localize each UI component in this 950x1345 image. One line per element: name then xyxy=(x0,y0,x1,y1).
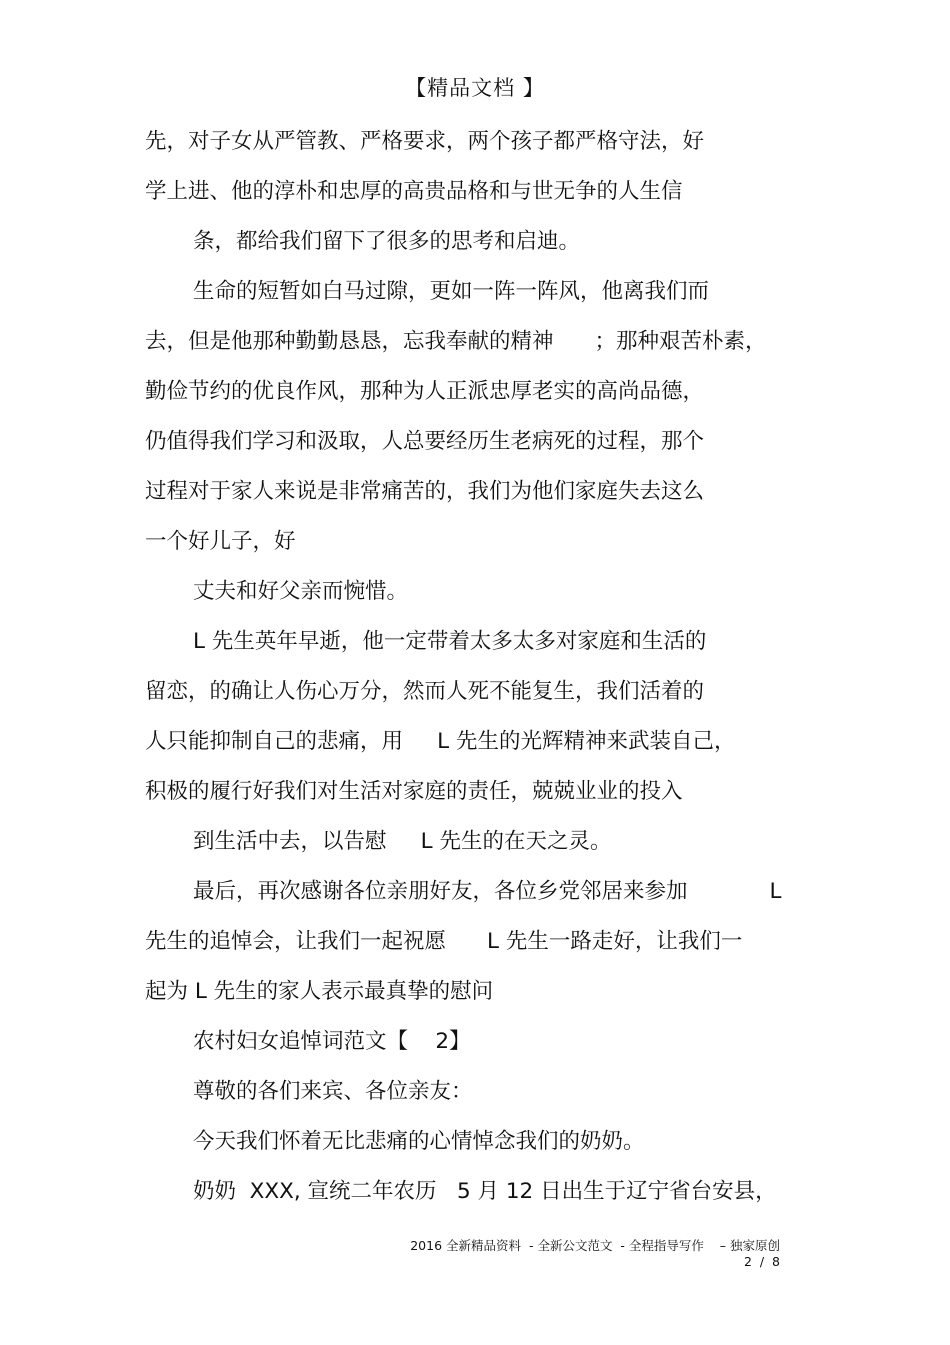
body-line: 勤俭节约的优良作风，那种为人正派忠厚老实的高尚品德， xyxy=(145,379,705,404)
body-line: 先，对子女从严管教、严格要求，两个孩子都严格守法，好 xyxy=(145,129,705,154)
section-heading: 农村妇女追悼词范文【 2】 xyxy=(193,1029,471,1054)
page-header: 【精品文档 】 xyxy=(405,76,545,100)
body-line: 仍值得我们学习和汲取，人总要经历生老病死的过程，那个 xyxy=(145,429,705,454)
body-line: 丈夫和好父亲而惋惜。 xyxy=(193,579,409,604)
body-line: 学上进、他的淳朴和忠厚的高贵品格和与世无争的人生信 xyxy=(145,179,683,204)
salutation: 尊敬的各们来宾、各位亲友： xyxy=(193,1079,473,1104)
page-number: 2 / 8 xyxy=(743,1254,780,1269)
body-line: 到生活中去，以告慰 L 先生的在天之灵。 xyxy=(193,829,612,854)
body-line: 留恋，的确让人伤心万分，然而人死不能复生，我们活着的 xyxy=(145,679,705,704)
body-line: 一个好儿子，好 xyxy=(145,529,296,554)
body-line: 积极的履行好我们对生活对家庭的责任，兢兢业业的投入 xyxy=(145,779,683,804)
body-line: 起为 L 先生的家人表示最真挚的慰问 xyxy=(145,979,494,1004)
body-line: 先生的追悼会，让我们一起祝愿 L 先生一路走好，让我们一 xyxy=(145,929,743,954)
footer-credit: 2016 全新精品资料 - 全新公文范文 - 全程指导写作 – 独家原创 xyxy=(410,1238,780,1253)
body-line: 奶奶 XXX, 宣统二年农历 5 月 12 日出生于辽宁省台安县， xyxy=(193,1179,777,1204)
body-line: L 先生英年早逝，他一定带着太多太多对家庭和生活的 xyxy=(193,629,707,654)
body-line: 条，都给我们留下了很多的思考和启迪。 xyxy=(193,229,581,254)
body-line: 今天我们怀着无比悲痛的心情悼念我们的奶奶。 xyxy=(193,1129,645,1154)
body-line: 过程对于家人来说是非常痛苦的，我们为他们家庭失去这么 xyxy=(145,479,705,504)
body-line: 人只能抑制自己的悲痛，用 L 先生的光辉精神来武装自己， xyxy=(145,729,736,754)
body-line: 最后，再次感谢各位亲朋好友，各位乡党邻居来参加 L xyxy=(193,879,782,904)
body-line: 生命的短暂如白马过隙，更如一阵一阵风，他离我们而 xyxy=(193,279,710,304)
body-line: 去，但是他那种勤勤恳恳，忘我奉献的精神 ；那种艰苦朴素， xyxy=(145,329,767,354)
